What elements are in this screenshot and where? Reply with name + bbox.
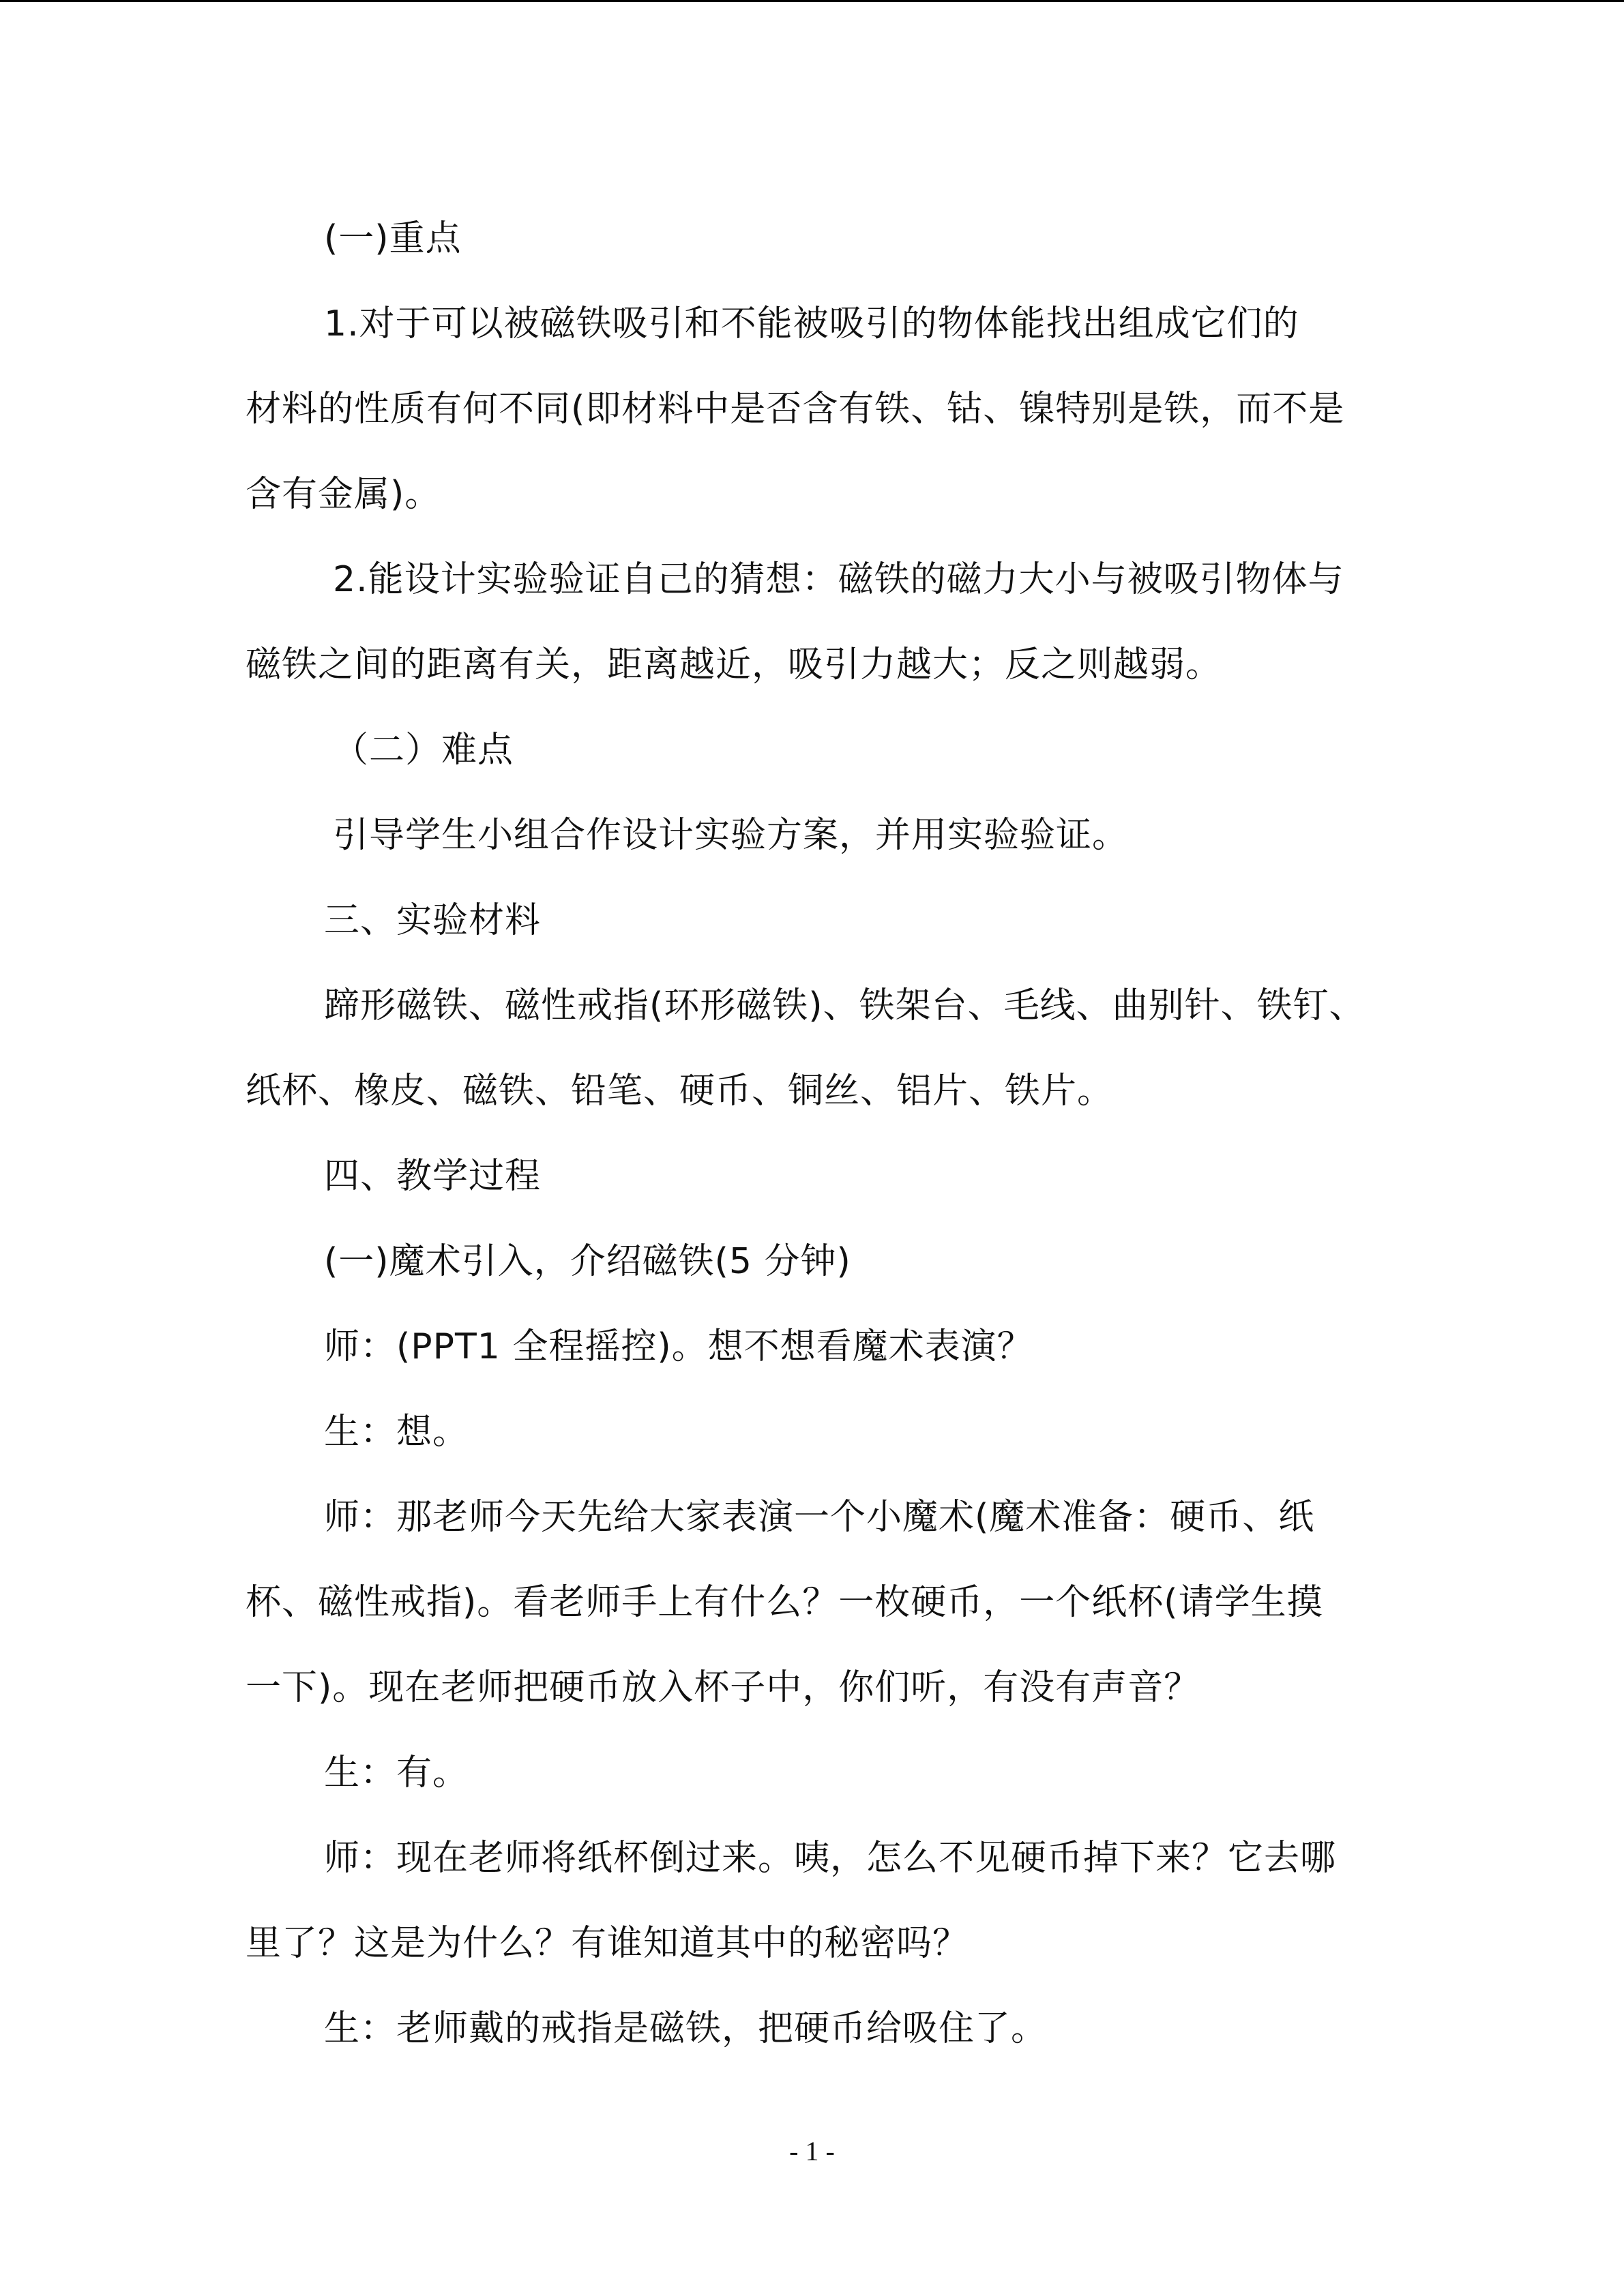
text-line: (一)魔术引入，介绍磁铁(5 分钟) [324,1241,851,1282]
text-line: 生：有。 [324,1753,469,1793]
text-line: 生：想。 [324,1412,469,1452]
text-line: 里了？这是为什么？有谁知道其中的秘密吗？ [246,1923,969,1964]
text-line: 2.能设计实验验证自己的猜想：磁铁的磁力大小与被吸引物体与 [333,559,1344,600]
text-line: 纸杯、橡皮、磁铁、铅笔、硬币、铜丝、铝片、铁片。 [246,1071,1114,1112]
text-line: 材料的性质有何不同(即材料中是否含有铁、钴、镍特别是铁，而不是 [246,389,1345,430]
text-line: 杯、磁性戒指)。看老师手上有什么？一枚硬币，一个纸杯(请学生摸 [246,1582,1323,1623]
text-line: 磁铁之间的距离有关，距离越近，吸引力越大；反之则越弱。 [246,644,1222,685]
text-line: 一下)。现在老师把硬币放入杯子中，你们听，有没有声音？ [246,1667,1200,1708]
text-line: 四、教学过程 [324,1156,542,1197]
text-line: (一)重点 [324,218,462,259]
text-line: 师：那老师今天先给大家表演一个小魔术(魔术准备：硬币、纸 [324,1497,1315,1538]
text-line: 生：老师戴的戒指是磁铁，把硬币给吸住了。 [324,2008,1048,2049]
text-line: 三、实验材料 [324,900,542,941]
text-line: 蹄形磁铁、磁性戒指(环形磁铁)、铁架台、毛线、曲别针、铁钉、 [324,985,1365,1026]
text-line: 含有金属)。 [246,474,441,515]
text-line: （二）难点 [333,730,514,771]
text-line: 师：(PPT1 全程摇控)。想不想看魔术表演？ [324,1326,1033,1367]
text-line: 引导学生小组合作设计实验方案，并用实验验证。 [333,815,1129,856]
text-line: 师：现在老师将纸杯倒过来。咦，怎么不见硬币掉下来？它去哪 [324,1838,1337,1879]
top-border-line [0,0,1624,2]
text-line: 1.对于可以被磁铁吸引和不能被吸引的物体能找出组成它们的 [324,303,1299,344]
page-number: - 1 - [789,2136,835,2166]
